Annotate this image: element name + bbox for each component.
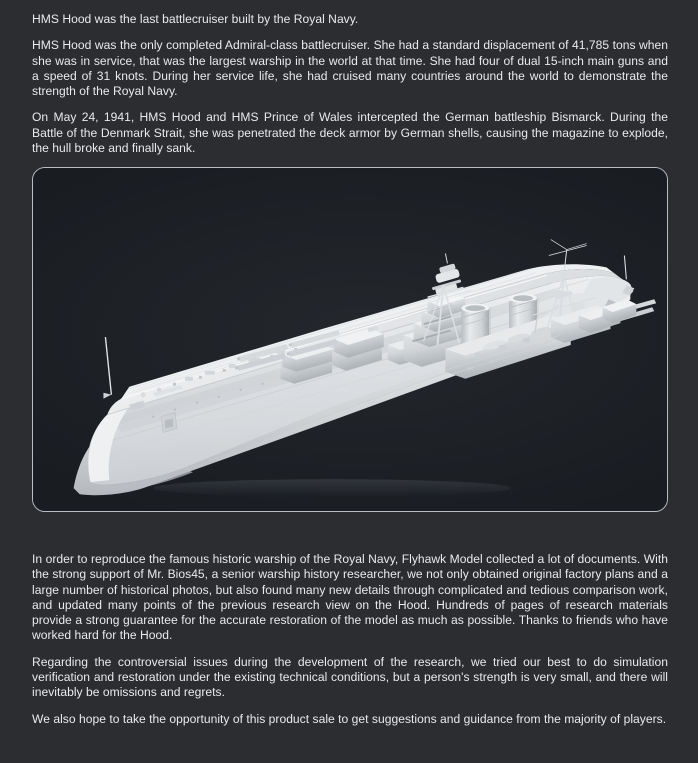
- foremast-top: [435, 254, 460, 284]
- ship-render-panel: [32, 167, 668, 512]
- hms-hood-model-illustration: [33, 168, 667, 511]
- paragraph-research: In order to reproduce the famous historic warship of the Royal Navy, Flyhawk Model collected a lot of documents. With the strong support of Mr. Bios45, a senior warship history researcher, we not only obtained original factory plans and a large number of historical photos, but also found many new details through complicated and tedious comparison work, and updated many points of the previous research view on the Hood. Hundreds of pages of research materials provide a strong guarantee for the accurate restoration of the model as much as possible. Thanks to friends who have worked hard for the Hood.: [32, 552, 668, 643]
- paragraph-feedback: We also hope to take the opportunity of this product sale to get suggestions and guidance from the majority of players.: [32, 711, 667, 726]
- paragraph-controversy: Regarding the controversial issues during the development of the research, we tried our best to do simulation verification and restoration under the existing technical conditions, but a person's strength is very small, and there will inevitably be omissions and regrets.: [32, 654, 668, 700]
- paragraph-specifications: HMS Hood was the only completed Admiral-class battlecruiser. She had a standard displacement of 41,785 tons when she was in service, that was the largest warship in the world at that time. She had four of dual 15-inch main guns and a speed of 31 knots. During her service life, she had cruised many countries around the world to demonstrate the strength of the Royal Navy.: [32, 38, 668, 99]
- ship-render-image: [33, 168, 667, 511]
- ship-model: [74, 240, 657, 497]
- bottom-text-block: [32, 552, 668, 727]
- top-text-block: [32, 12, 668, 524]
- paragraph-sinking: On May 24, 1941, HMS Hood and HMS Prince of Wales intercepted the German battleship Bismarck. During the Battle of the Denmark Strait, she was penetrated the deck armor by German shells, causing the magazine to explode, the hull broke and finally sank.: [32, 110, 668, 156]
- paragraph-intro: HMS Hood was the last battlecruiser built by the Royal Navy.: [32, 12, 359, 26]
